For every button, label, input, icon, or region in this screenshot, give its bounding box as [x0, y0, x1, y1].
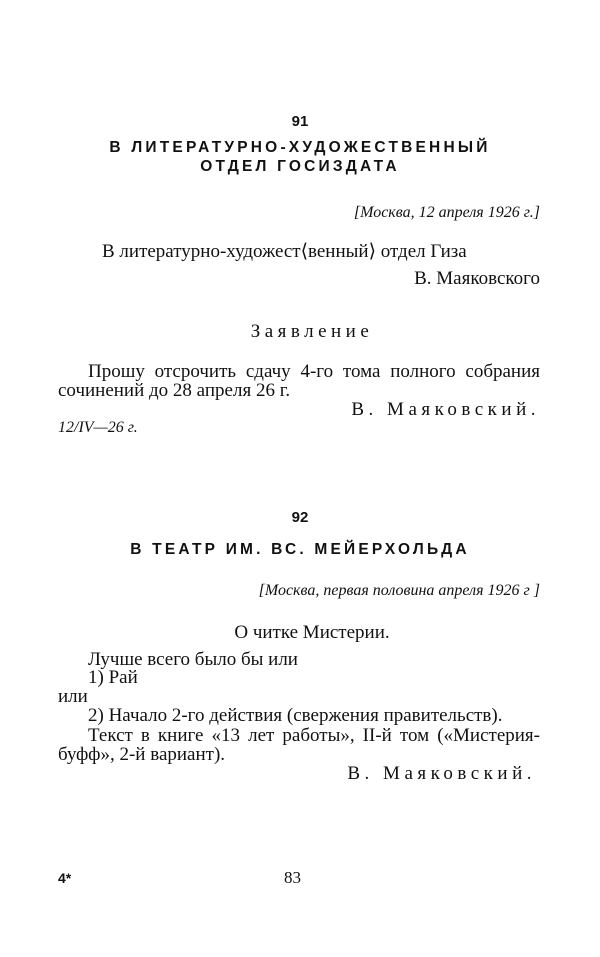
body-line: 2) Начало 2-го действия (свержения правительств). — [88, 705, 503, 726]
body-line: 1) Рай — [88, 667, 138, 688]
signed-date: 12/IV—26 г. — [58, 419, 138, 436]
sender: В. Маяковского — [414, 268, 540, 289]
letter-number: 92 — [291, 509, 309, 526]
signature: В. Маяковский. — [347, 763, 536, 784]
body-line: буфф», 2-й вариант). — [58, 744, 226, 765]
signature: В. Маяковский. — [351, 399, 540, 420]
letter-heading: В ТЕАТР ИМ. ВС. МЕЙЕРХОЛЬДА — [130, 541, 470, 558]
letter-date: [Москва, первая половина апреля 1926 г ] — [258, 582, 540, 599]
document-title: О читке Мистерии. — [234, 622, 390, 643]
letter-heading: ОТДЕЛ ГОСИЗДАТА — [200, 158, 400, 175]
body-line: или — [58, 686, 88, 707]
letter-heading: В ЛИТЕРАТУРНО-ХУДОЖЕСТВЕННЫЙ — [109, 139, 491, 156]
address-line: В литературно-художест⟨венный⟩ отдел Гиза — [102, 241, 467, 262]
body-line: Лучше всего было бы или — [88, 649, 298, 670]
page-number: 83 — [284, 868, 301, 887]
body-line: сочинений до 28 апреля 26 г. — [58, 380, 291, 401]
signature-mark: 4* — [58, 870, 72, 886]
body-line: Прошу отсрочить сдачу 4-го тома полного собрания — [88, 361, 540, 382]
letter-number: 91 — [291, 113, 309, 130]
document-title: Заявление — [250, 321, 374, 342]
body-line: Текст в книге «13 лет работы», II-й том («Мистерия- — [88, 725, 540, 746]
letter-date: [Москва, 12 апреля 1926 г.] — [353, 204, 540, 221]
